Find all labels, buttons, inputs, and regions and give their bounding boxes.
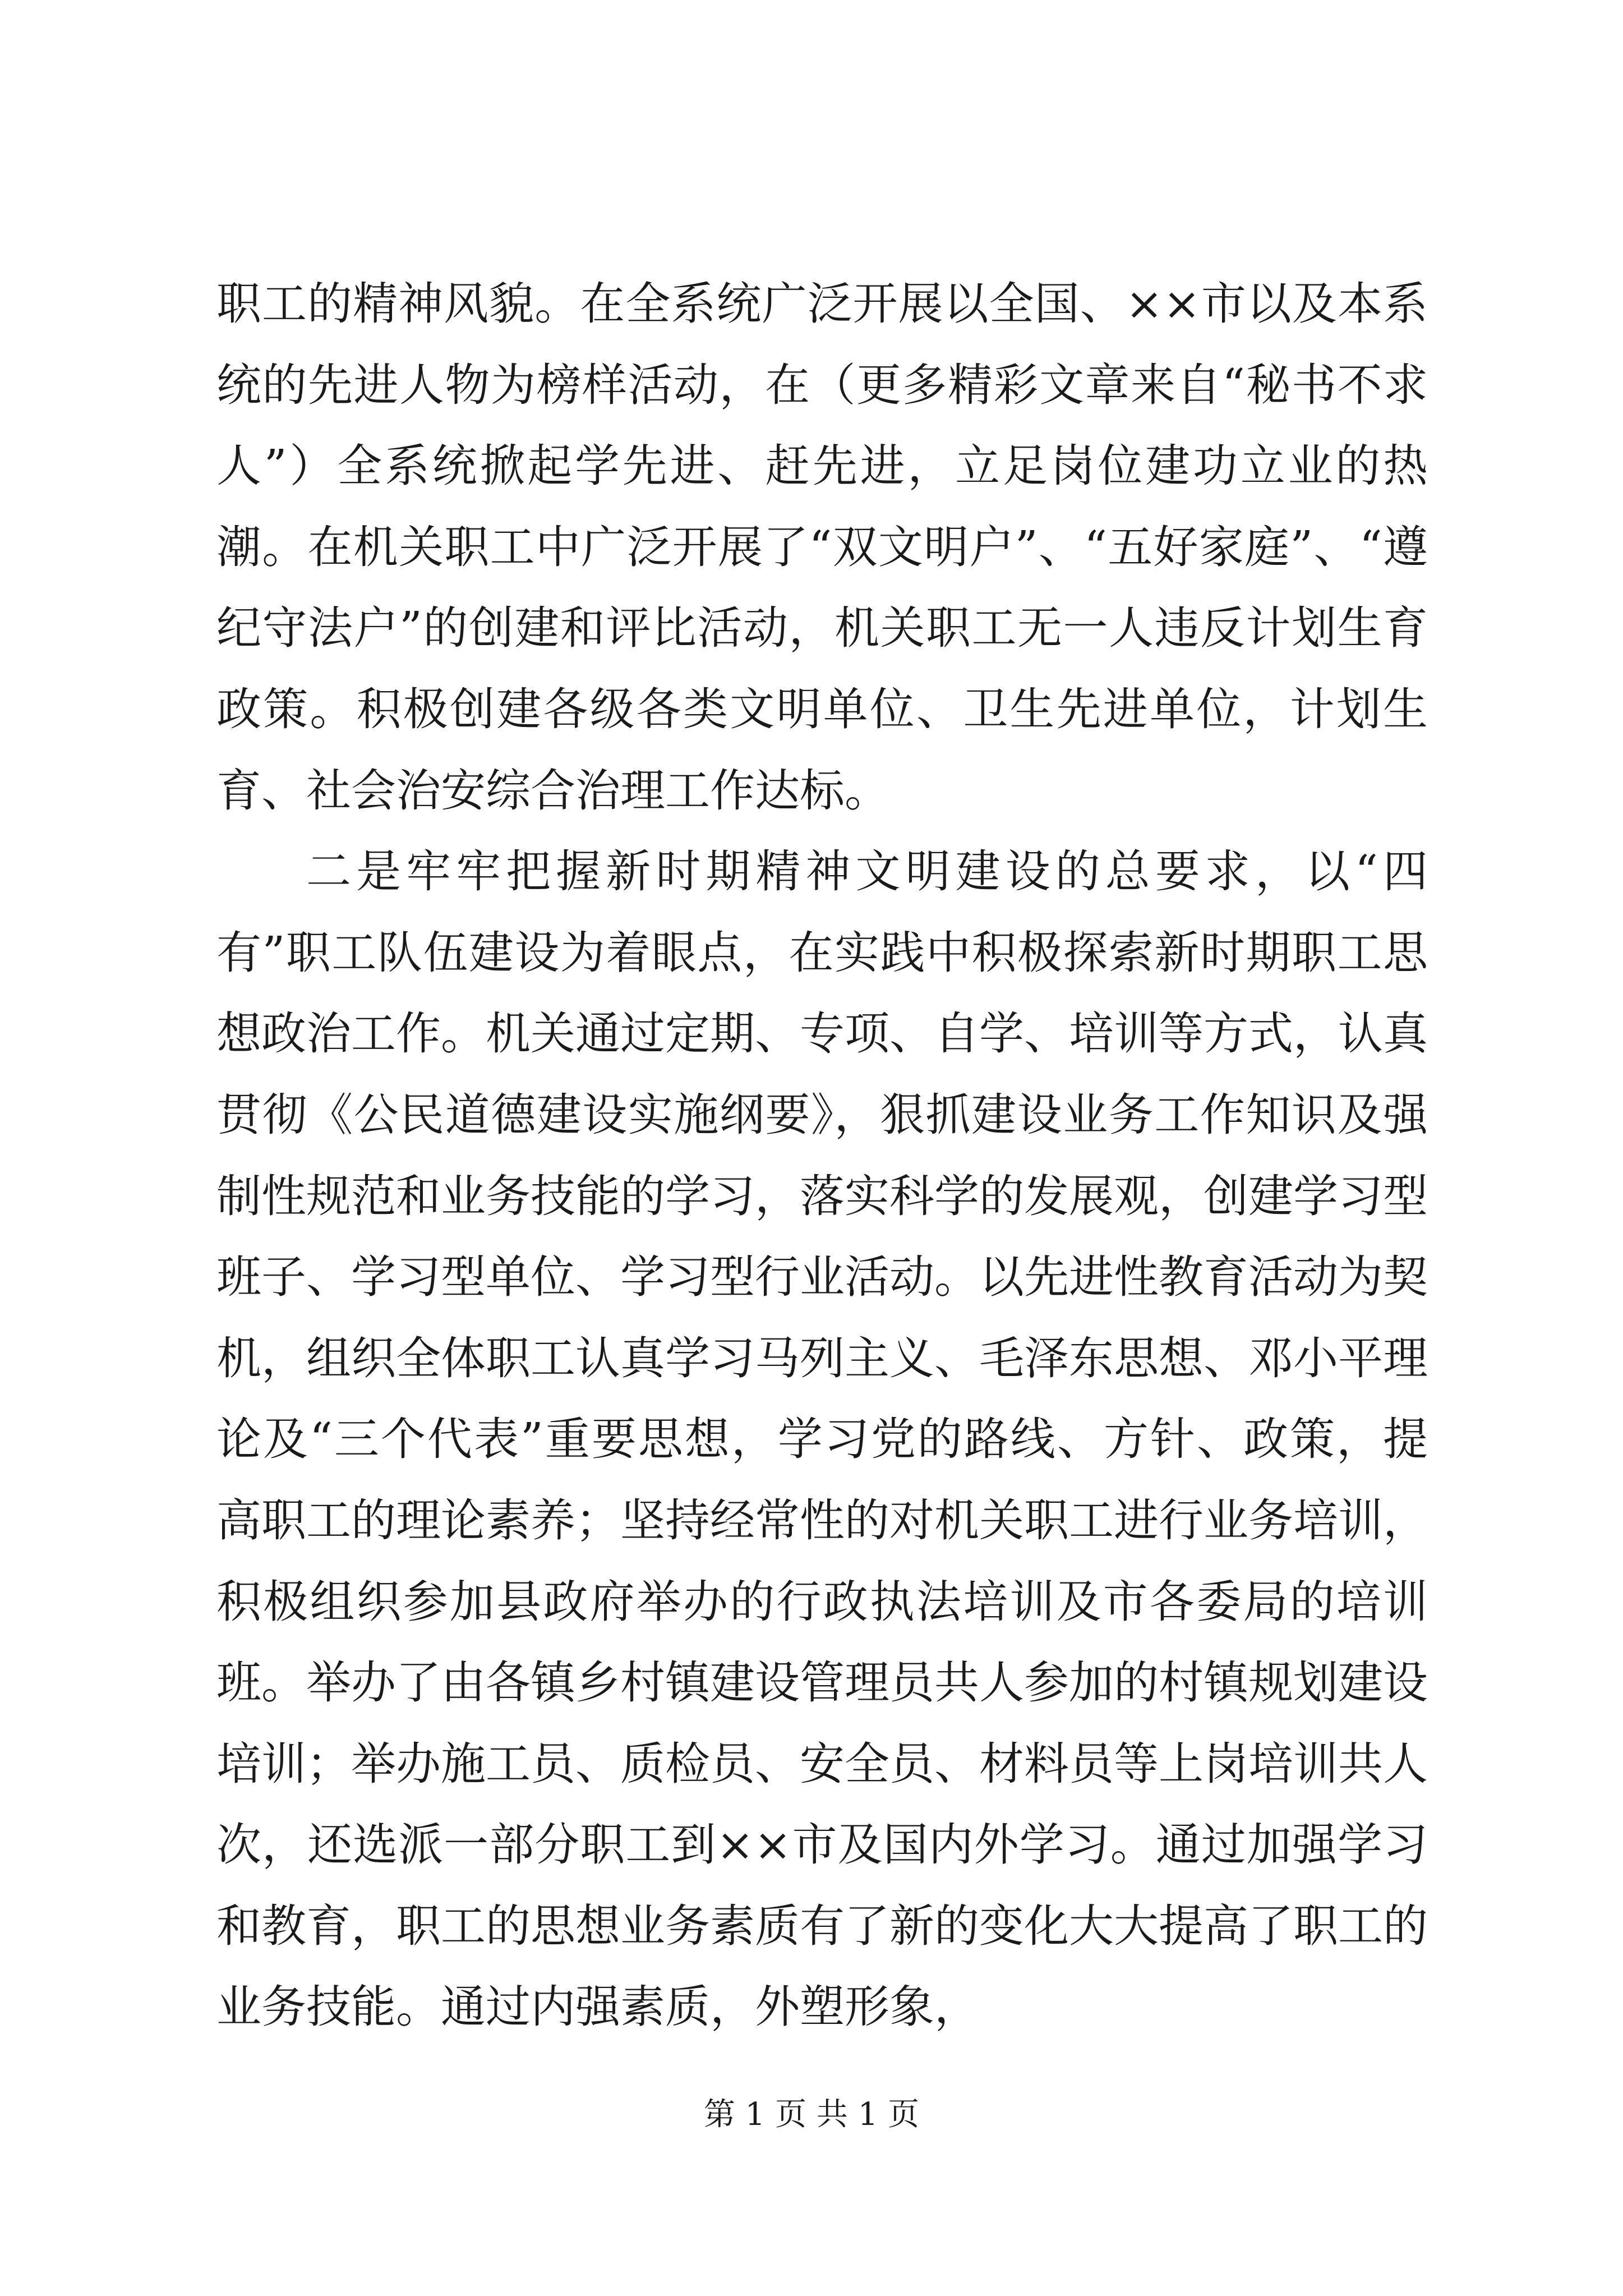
paragraph-2: 二是牢牢把握新时期精神文明建设的总要求，以“四有”职工队伍建设为着眼点，在实践中积极探索新时期职工思想政治工作。机关通过定期、专项、自学、培训等方式，认真贯彻《公民道德建设实施纲要》，狠抓建设业务工作知识及强制性规范和业务技能的学习，落实科学的发展观，创建学习型班子、学习型单位、学习型行业活动。以先进性教育活动为契机，组织全体职工认真学习马列主义、毛泽东思想、邓小平理论及“三个代表”重要思想，学习党的路线、方针、政策，提高职工的理论素养；坚持经常性的对机关职工进行业务培训，积极组织参加县政府举办的行政执法培训及市各委局的培训班。举办了由各镇乡村镇建设管理员共人参加的村镇规划建设培训；举办施工员、质检员、安全员、材料员等上岗培训共人次，还选派一部分职工到××市及国内外学习。通过加强学习和教育，职工的思想业务素质有了新的变化大大提高了职工的业务技能。通过内强素质，外塑形象，	[216, 845, 1428, 2033]
paragraph-1: 职工的精神风貌。在全系统广泛开展以全国、××市以及本系统的先进人物为榜样活动，在（更多精彩文章来自“秘书不求人”）全系统掀起学先进、赶先进，立足岗位建功立业的热潮。在机关职工中广泛开展了“双文明户”、“五好家庭”、“遵纪守法户”的创建和评比活动，机关职工无一人违反计划生育政策。积极创建各级各类文明单位、卫生先进单位，计划生育、社会治安综合治理工作达标。	[216, 278, 1428, 817]
document-body	[216, 264, 1428, 2048]
page-number-footer: 第 1 页 共 1 页	[703, 2096, 920, 2133]
